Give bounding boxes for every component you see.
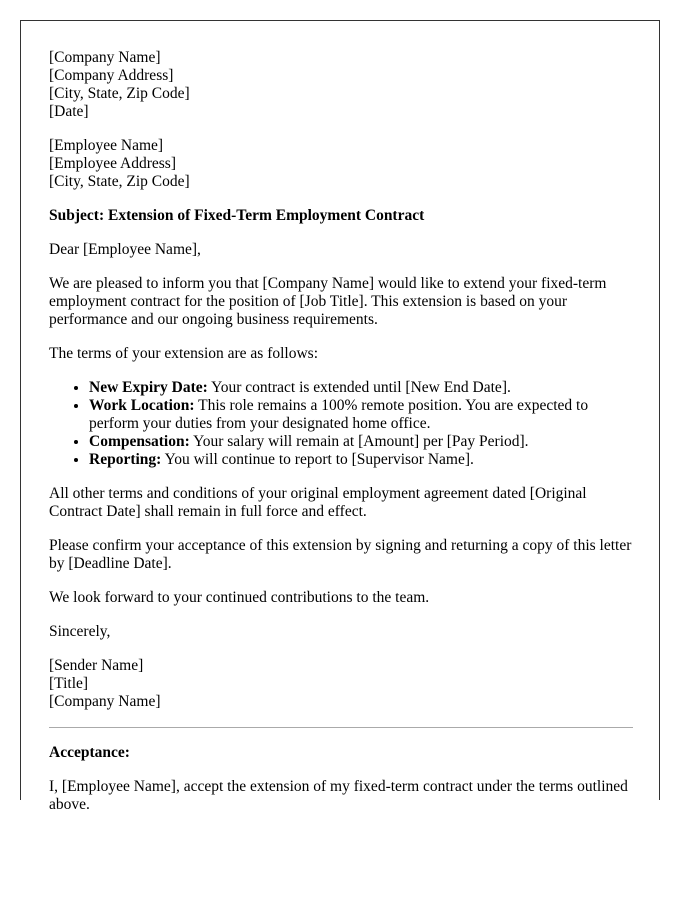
term-label: New Expiry Date: xyxy=(89,379,208,396)
sender-name: [Sender Name] xyxy=(49,657,144,674)
terms-intro: The terms of your extension are as follows: xyxy=(49,345,319,362)
sender-address-block xyxy=(49,49,633,121)
terms-list xyxy=(49,379,633,469)
recipient-name: [Employee Name] xyxy=(49,137,164,154)
term-item xyxy=(89,451,633,469)
subject-line: Subject: Extension of Fixed-Term Employment Contract xyxy=(49,207,425,224)
term-item xyxy=(89,433,633,451)
acceptance-heading: Acceptance: xyxy=(49,744,130,761)
section-divider xyxy=(49,727,633,728)
letter-date: [Date] xyxy=(49,103,89,120)
sender-company-name: [Company Name] xyxy=(49,49,161,66)
term-text: This role remains a 100% remote position. You are expected to perform your duties from your designated home office. xyxy=(89,397,589,432)
term-text: Your contract is extended until [New End Date]. xyxy=(207,379,511,396)
term-item xyxy=(89,379,633,397)
signoff: Sincerely, xyxy=(49,623,111,640)
recipient-address-block xyxy=(49,137,633,191)
intro-paragraph: We are pleased to inform you that [Company Name] would like to extend your fixed-term employment contract for the position of [Job Title]. This extension is based on your performance and our ongoing business requirements. xyxy=(49,275,607,328)
term-text: Your salary will remain at [Amount] per [Pay Period]. xyxy=(189,433,529,450)
term-label: Reporting: xyxy=(89,451,162,468)
letter-page xyxy=(20,20,660,813)
sender-company-address: [Company Address] xyxy=(49,67,174,84)
other-terms-paragraph: All other terms and conditions of your original employment agreement dated [Original Contract Date] shall remain in full force and effect. xyxy=(49,485,587,520)
term-label: Compensation: xyxy=(89,433,190,450)
sender-city-state-zip: [City, State, Zip Code] xyxy=(49,85,190,102)
term-label: Work Location: xyxy=(89,397,195,414)
recipient-address: [Employee Address] xyxy=(49,155,176,172)
letter-body xyxy=(49,49,633,830)
sender-title: [Title] xyxy=(49,675,89,692)
signature-company-name: [Company Name] xyxy=(49,693,161,710)
term-text: You will continue to report to [Supervisor Name]. xyxy=(161,451,474,468)
signature-block xyxy=(49,657,633,711)
confirm-paragraph: Please confirm your acceptance of this extension by signing and returning a copy of this letter by [Deadline Date]. xyxy=(49,537,632,572)
acceptance-statement: I, [Employee Name], accept the extension of my fixed-term contract under the terms outlined above. xyxy=(49,778,628,813)
closing-paragraph: We look forward to your continued contributions to the team. xyxy=(49,589,430,606)
recipient-city-state-zip: [City, State, Zip Code] xyxy=(49,173,190,190)
term-item xyxy=(89,397,633,433)
salutation: Dear [Employee Name], xyxy=(49,241,201,258)
